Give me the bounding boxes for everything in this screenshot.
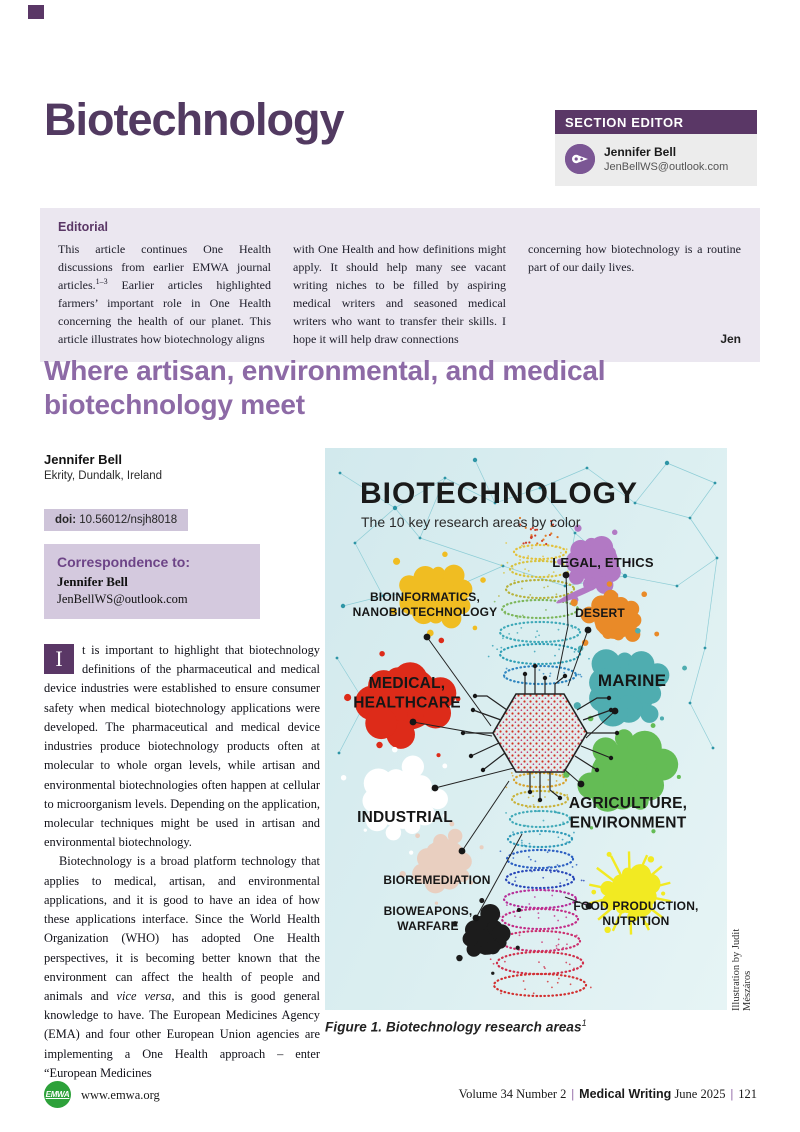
editorial-column-2: with One Health and how definitions might apply. It should help many see vacant writing niches to be filled by aspiring medical writers and seasoned medical writers who want to transfer their skills. I hope it will help draw connections <box>293 242 506 346</box>
figure-label-marine <box>598 671 666 690</box>
doi-badge[interactable]: doi: 10.56012/nsjh8018 <box>44 509 188 531</box>
figure-label-desert <box>575 606 625 620</box>
footer-journal-name: Medical Writing <box>579 1087 672 1101</box>
section-editor-panel <box>555 110 757 186</box>
biotechnology-figure-svg <box>325 448 727 1010</box>
footer-issue-date: June 2025 <box>674 1087 726 1101</box>
section-editor-email[interactable]: JenBellWS@outlook.com <box>604 161 729 173</box>
pen-nib-icon <box>565 144 595 174</box>
svg-text:BIOWEAPONS,: BIOWEAPONS, <box>383 904 473 918</box>
svg-text:INDUSTRIAL: INDUSTRIAL <box>357 809 453 826</box>
figure-label-legal-ethics <box>552 555 654 570</box>
footer-volume: Volume 34 Number 2 <box>458 1087 567 1101</box>
drop-cap: I <box>44 644 74 674</box>
svg-text:WARFARE: WARFARE <box>397 919 459 933</box>
corner-mark <box>28 5 44 19</box>
reference-superscript: 1–3 <box>95 277 108 286</box>
figure-label-industrial <box>357 809 453 826</box>
author-name: Jennifer Bell <box>44 452 123 467</box>
svg-text:NANOBIOTECHNOLOGY: NANOBIOTECHNOLOGY <box>352 605 498 619</box>
figure-label-bioweapons-warfare <box>384 904 473 933</box>
footer-issue-info: Volume 34 Number 2 | Medical Writing June 2025 | 121 <box>458 1087 757 1101</box>
footer-page-number: 121 <box>738 1087 757 1101</box>
svg-text:BIOTECHNOLOGY: BIOTECHNOLOGY <box>360 477 639 510</box>
svg-text:The 10 key research areas by c: The 10 key research areas by color <box>361 514 581 530</box>
correspondence-box <box>44 544 260 619</box>
paragraph-2: Biotechnology is a broad platform technology that applies to medical, artisan, and environmental applications, and it is good to have an idea of how these applications interface. Since the World Health Organization (WHO) has adopted One Health perspectives, it is becoming better known that the environment can affect the health of people and animals and vice versa, and this is good general knowledge to have. The European Medicines Agency (EMA) and four other European Union agencies are implementing a One Health approach – enter “European Medicines <box>44 854 320 1080</box>
svg-text:MEDICAL,: MEDICAL, <box>368 675 446 692</box>
article-title: Where artisan, environmental, and medical biotechnology meet <box>44 355 606 421</box>
svg-text:AGRICULTURE,: AGRICULTURE, <box>568 795 688 812</box>
svg-text:ENVIRONMENT: ENVIRONMENT <box>569 814 687 832</box>
figure-caption: Figure 1. Biotechnology research areas$^1$ <box>325 1018 587 1035</box>
editorial-column-1: This article continues One Health discussions from earlier EMWA journal articles.$^{1-3}$ Earlier articles highlighted farmers’ important role in One Health concerning the health of our planet. This article illustrates how biotechnology aligns <box>58 242 271 346</box>
emwa-logo-icon: EMWA <box>44 1081 71 1108</box>
footer-website[interactable]: www.emwa.org <box>81 1088 160 1102</box>
article-body <box>44 641 320 1083</box>
svg-text:NUTRITION: NUTRITION <box>602 914 670 928</box>
figure-label-agriculture-environment <box>569 795 687 831</box>
splash-bioremediation <box>399 822 483 905</box>
section-editor-banner: SECTION EDITOR <box>555 110 757 134</box>
figure-label-food-production-nutrition <box>573 899 698 928</box>
author-affiliation: Ekrity, Dundalk, Ireland <box>44 470 163 482</box>
correspondence-heading: Correspondence to: <box>57 554 191 570</box>
splash-industrial <box>341 747 448 855</box>
svg-text:MARINE: MARINE <box>597 671 667 690</box>
svg-text:FOOD PRODUCTION,: FOOD PRODUCTION, <box>573 899 699 913</box>
article-left-column <box>44 452 320 1083</box>
svg-text:BIOINFORMATICS,: BIOINFORMATICS, <box>369 590 481 604</box>
figure-label-bioinformatics-nanobiotechnology <box>353 590 498 619</box>
section-editor-name: Jennifer Bell <box>604 145 677 159</box>
editorial-column-3: concerning how biotechnology is a routine part of our daily lives. Jen <box>528 242 741 346</box>
editorial-box <box>40 208 760 362</box>
editorial-heading: Editorial <box>58 220 109 234</box>
svg-text:HEALTHCARE: HEALTHCARE <box>353 694 461 712</box>
svg-text:DESERT: DESERT <box>575 606 625 620</box>
figure-1-illustration <box>325 448 727 1010</box>
svg-text:BIOREMEDIATION: BIOREMEDIATION <box>383 873 491 887</box>
section-title: Biotechnology <box>44 94 344 145</box>
paragraph-1: I t is important to highlight that biotechnology definitions of the pharmaceutical and medical device industries were established to ensure consumer safety when medical biotechnology applications were developed. The pharmaceutical and medical device industries produce biotechnology products often at molecular to whole organ levels, while artisan and environmental biotechnologies often happen at cellular to microorganism levels. Depending on the application, molecular techniques might be used in artisan and environmental biotechnology. <box>44 643 320 850</box>
figure-credit: Illustration by Judit Mészáros <box>731 928 753 1011</box>
editorial-signoff: Jen <box>720 332 741 346</box>
correspondence-name: Jennifer Bell <box>57 574 128 589</box>
correspondence-email[interactable]: JenBellWS@outlook.com <box>57 592 188 606</box>
svg-text:LEGAL, ETHICS: LEGAL, ETHICS <box>552 555 654 570</box>
section-editor-body <box>555 134 757 186</box>
figure-label-bioremediation <box>383 873 490 887</box>
